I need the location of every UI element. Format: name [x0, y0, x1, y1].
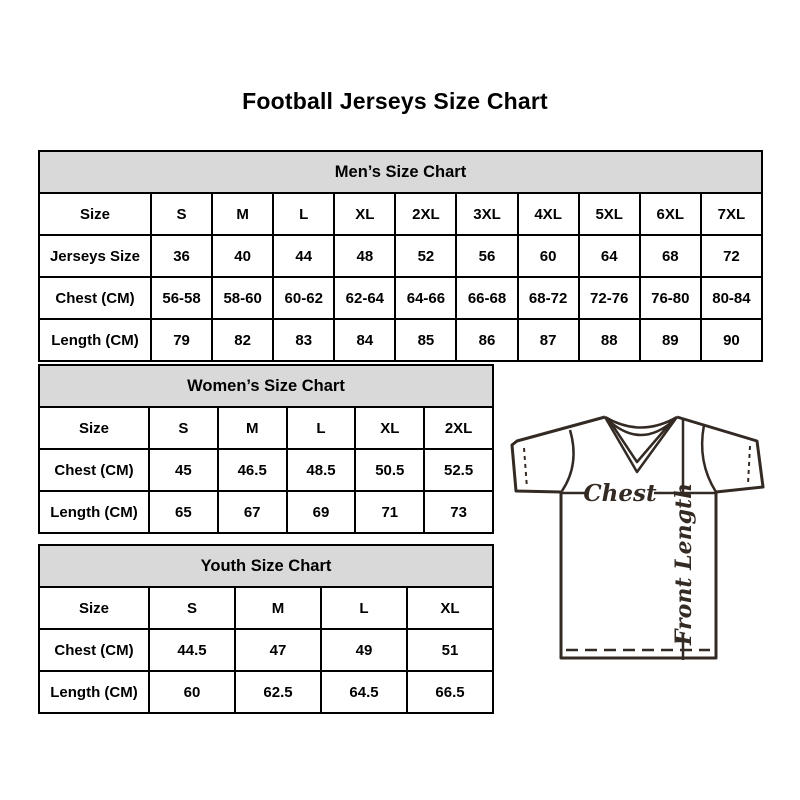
size-cell: 72	[701, 235, 762, 277]
size-cell: 46.5	[218, 449, 287, 491]
size-cell: 6XL	[640, 193, 701, 235]
size-cell: XL	[334, 193, 395, 235]
size-cell: 60	[149, 671, 235, 713]
table-header-row	[39, 545, 493, 587]
size-cell: 49	[321, 629, 407, 671]
jersey-measurement-diagram	[498, 404, 778, 676]
size-cell: 64.5	[321, 671, 407, 713]
mens-size-chart-table	[38, 150, 763, 362]
size-cell: M	[235, 587, 321, 629]
jersey-outline-shape	[512, 417, 763, 658]
size-cell: 85	[395, 319, 456, 361]
size-cell: L	[273, 193, 334, 235]
row-label: Length (CM)	[39, 491, 149, 533]
size-cell: 36	[151, 235, 212, 277]
row-label: Length (CM)	[39, 319, 151, 361]
size-cell: 50.5	[355, 449, 424, 491]
size-cell: S	[149, 407, 218, 449]
youth-table-title: Youth Size Chart	[39, 545, 493, 587]
size-cell: 68-72	[518, 277, 579, 319]
size-cell: 48.5	[287, 449, 356, 491]
row-label: Size	[39, 407, 149, 449]
size-cell: S	[151, 193, 212, 235]
size-cell: 62-64	[334, 277, 395, 319]
right-cuff-dashed-line	[748, 446, 750, 484]
size-cell: 65	[149, 491, 218, 533]
size-cell: 90	[701, 319, 762, 361]
size-cell: 56-58	[151, 277, 212, 319]
size-cell: 66.5	[407, 671, 493, 713]
right-armhole-seam	[702, 425, 716, 492]
size-cell: 72-76	[579, 277, 640, 319]
size-cell: 62.5	[235, 671, 321, 713]
size-cell: 69	[287, 491, 356, 533]
table-row	[39, 449, 493, 491]
left-armhole-seam	[562, 430, 574, 491]
table-row	[39, 491, 493, 533]
size-cell: 86	[456, 319, 517, 361]
size-cell: 64-66	[395, 277, 456, 319]
size-cell: M	[212, 193, 273, 235]
size-cell: 45	[149, 449, 218, 491]
table-row	[39, 407, 493, 449]
front-length-label: Front Length	[671, 482, 697, 646]
table-header-row	[39, 151, 762, 193]
table-row	[39, 277, 762, 319]
row-label: Chest (CM)	[39, 449, 149, 491]
youth-size-chart-table	[38, 544, 494, 714]
size-cell: 60	[518, 235, 579, 277]
mens-table-title: Men’s Size Chart	[39, 151, 762, 193]
size-cell: M	[218, 407, 287, 449]
chest-label: Chest	[583, 480, 657, 507]
size-cell: 73	[424, 491, 493, 533]
row-label: Size	[39, 587, 149, 629]
size-cell: 66-68	[456, 277, 517, 319]
size-cell: 68	[640, 235, 701, 277]
womens-table-title: Women’s Size Chart	[39, 365, 493, 407]
size-cell: 83	[273, 319, 334, 361]
size-cell: 5XL	[579, 193, 640, 235]
size-cell: 2XL	[395, 193, 456, 235]
table-header-row	[39, 365, 493, 407]
size-cell: 51	[407, 629, 493, 671]
size-cell: 40	[212, 235, 273, 277]
size-cell: 84	[334, 319, 395, 361]
size-cell: 82	[212, 319, 273, 361]
size-cell: 80-84	[701, 277, 762, 319]
row-label: Size	[39, 193, 151, 235]
size-cell: 87	[518, 319, 579, 361]
size-cell: 44	[273, 235, 334, 277]
table-row	[39, 319, 762, 361]
size-cell: 67	[218, 491, 287, 533]
size-cell: XL	[355, 407, 424, 449]
size-cell: 76-80	[640, 277, 701, 319]
size-cell: 79	[151, 319, 212, 361]
page-title: Football Jerseys Size Chart	[242, 88, 548, 114]
size-cell: 44.5	[149, 629, 235, 671]
table-row	[39, 193, 762, 235]
size-cell: XL	[407, 587, 493, 629]
table-row	[39, 671, 493, 713]
size-cell: 88	[579, 319, 640, 361]
size-cell: L	[321, 587, 407, 629]
size-cell: 3XL	[456, 193, 517, 235]
size-cell: 60-62	[273, 277, 334, 319]
size-cell: 52	[395, 235, 456, 277]
table-row	[39, 629, 493, 671]
size-cell: 64	[579, 235, 640, 277]
size-cell: 56	[456, 235, 517, 277]
left-cuff-dashed-line	[524, 448, 527, 488]
row-label: Chest (CM)	[39, 629, 149, 671]
row-label: Jerseys Size	[39, 235, 151, 277]
womens-size-chart-table	[38, 364, 494, 534]
row-label: Chest (CM)	[39, 277, 151, 319]
size-cell: 52.5	[424, 449, 493, 491]
size-cell: 47	[235, 629, 321, 671]
size-cell: 2XL	[424, 407, 493, 449]
table-row	[39, 587, 493, 629]
size-cell: 7XL	[701, 193, 762, 235]
size-cell: L	[287, 407, 356, 449]
row-label: Length (CM)	[39, 671, 149, 713]
size-cell: 71	[355, 491, 424, 533]
size-cell: S	[149, 587, 235, 629]
size-cell: 48	[334, 235, 395, 277]
size-cell: 58-60	[212, 277, 273, 319]
size-cell: 89	[640, 319, 701, 361]
size-cell: 4XL	[518, 193, 579, 235]
table-row	[39, 235, 762, 277]
